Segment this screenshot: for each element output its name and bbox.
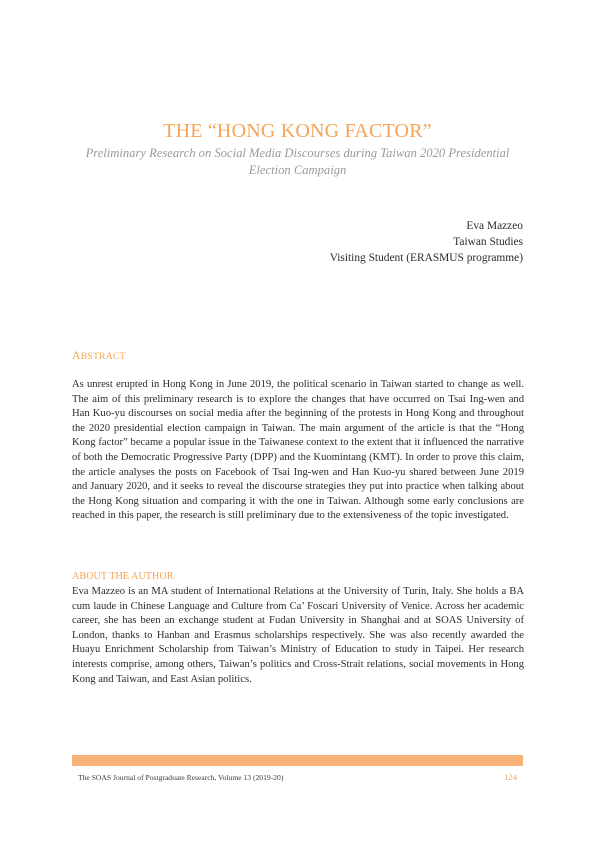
abstract-heading-initial: A [72, 349, 81, 362]
about-author-heading: ABOUT THE AUTHOR [72, 571, 174, 582]
about-author-paragraph: Eva Mazzeo is an MA student of International Relations at the University of Turin, Italy. She holds a BA cum laude in Chinese Language and Culture from Ca’ Foscari University of Venice. Across her academic career, she has been an exchange student at Fudan University in Shanghai and at SOAS University of London, thanks to Hanban and Erasmus scholarships respectively. She was also recently awarded the Huayu Enrichment Scholarship from Taiwan’s Ministry of Education to study in Taipei. Her research interests comprise, among others, Taiwan’s politics and Cross-Strait relations, social movements in Hong Kong and Taiwan, and East Asian politics. [72, 586, 524, 685]
page-number: 124 [504, 772, 517, 782]
author-status: Visiting Student (ERASMUS programme) [329, 252, 523, 264]
abstract-paragraph: As unrest erupted in Hong Kong in June 2019, the political scenario in Taiwan started to change as well. The aim of this preliminary research is to explore the changes that have occurred on Tsai Ing-wen and Han Kuo-yu discourses on social media after the beginning of the protests in Hong Kong and throughout the 2020 presidential election campaign in Taiwan. The main argument of the article is that the “Hong Kong factor” became a popular issue in the Taiwanese context to the extent that it influenced the narrative of both the Democratic Progressive Party (DPP) and the Kuomintang (KMT). In order to prove this claim, the article analyses the posts on Facebook of Tsai Ing-wen and Han Kuo-yu shared between June 2019 and January 2020, and it seeks to reveal the discourse strategies they put into practice when talking about the Hong Kong situation and comparing it with the one in Taiwan. Although some early conclusions are reached in this paper, the research is still preliminary due to the extensiveness of the topic investigated. [72, 379, 524, 522]
abstract-heading-rest: BSTRACT [80, 351, 126, 362]
article-title: THE “HONG KONG FACTOR” [163, 120, 432, 142]
footer-divider-bar [72, 755, 523, 766]
footer-journal-name: The SOAS Journal of Postgraduate Research, Volume 13 (2019-20) [78, 773, 284, 782]
article-subtitle: Preliminary Research on Social Media Discourses during Taiwan 2020 Presidential Election Campaign [85, 146, 510, 177]
author-block [330, 218, 523, 266]
abstract-heading [72, 349, 126, 362]
author-name: Eva Mazzeo [466, 220, 523, 232]
author-affiliation: Taiwan Studies [453, 236, 523, 248]
